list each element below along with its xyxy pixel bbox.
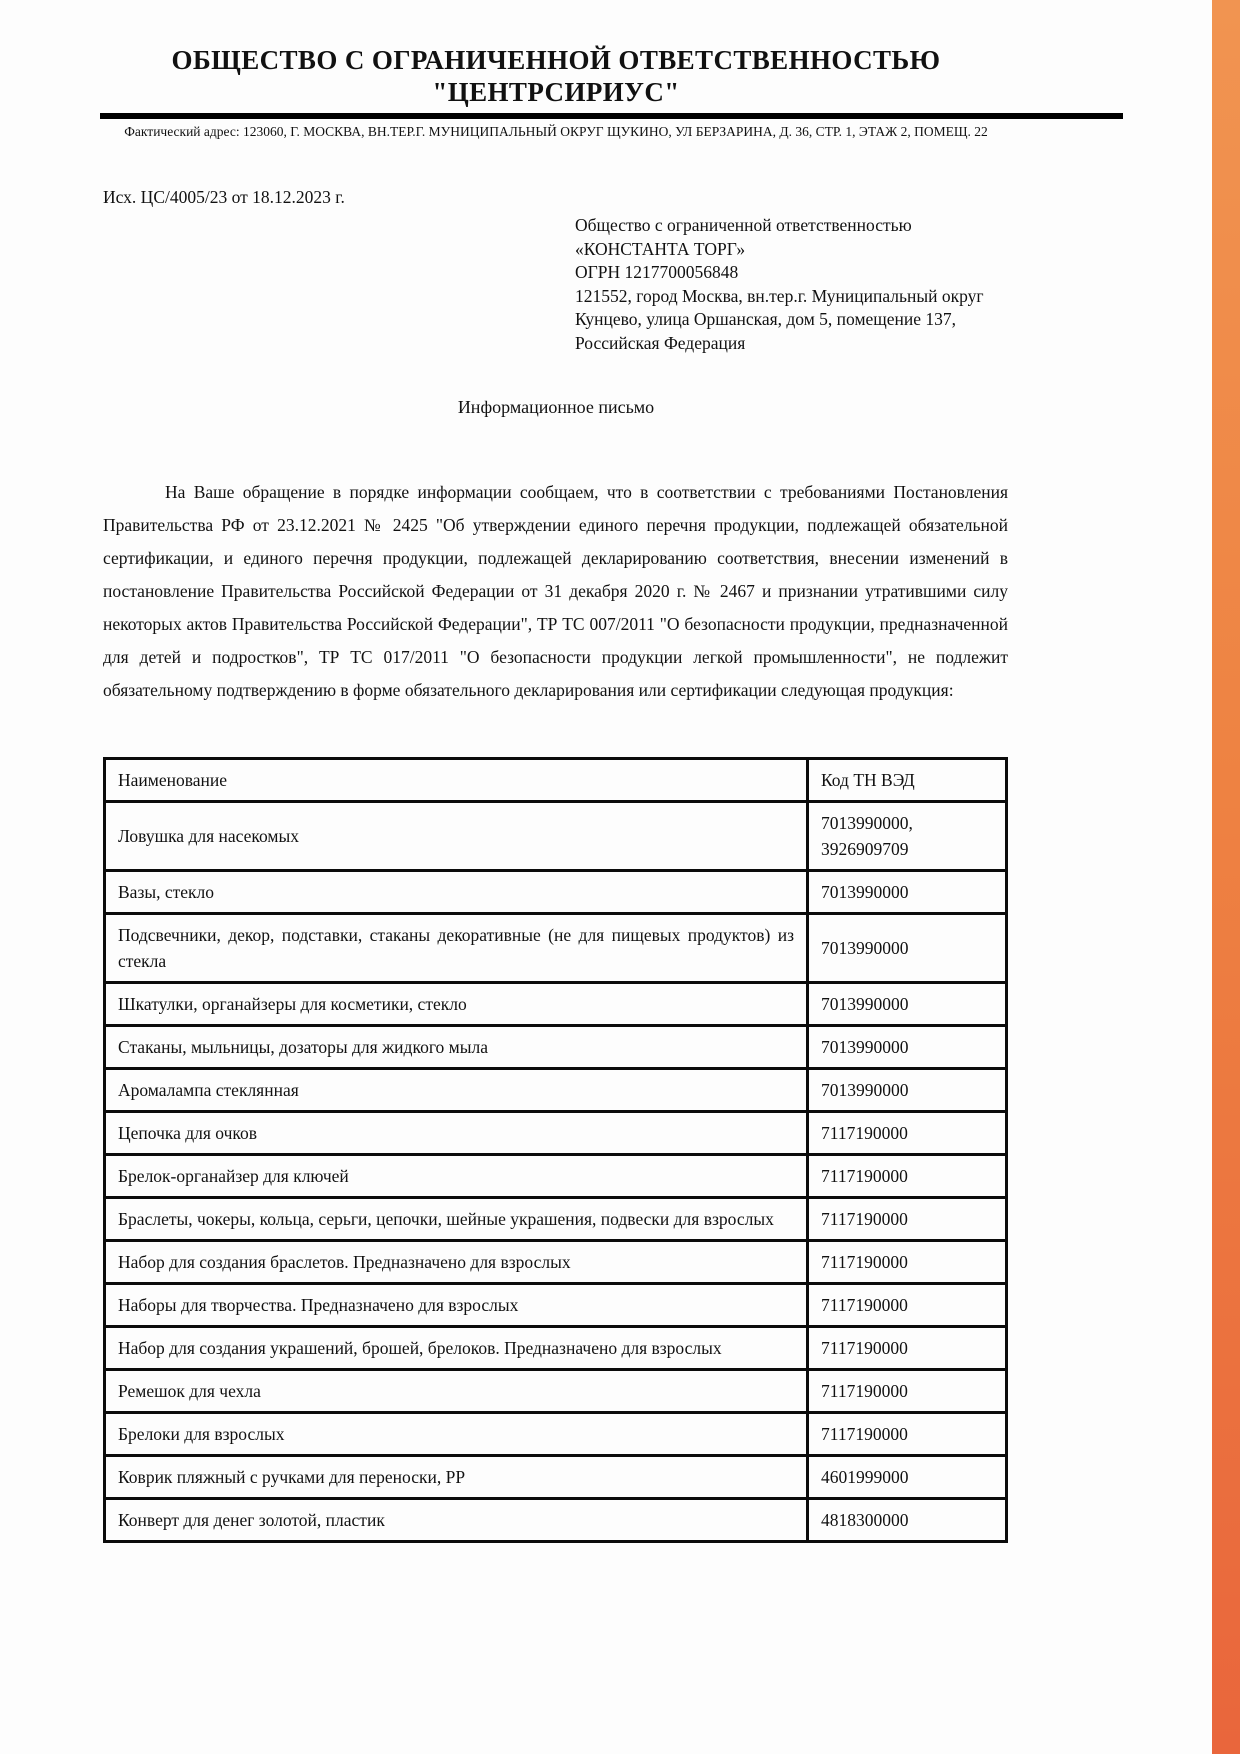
column-header-name: Наименование: [105, 759, 808, 802]
table-row: [105, 1198, 1007, 1241]
table-row: [105, 914, 1007, 983]
tnved-code-cell: 7117190000: [808, 1327, 1007, 1370]
product-name-cell: Подсвечники, декор, подставки, стаканы декоративные (не для пищевых продуктов) из стекла: [105, 914, 808, 983]
tnved-code-cell: 7117190000: [808, 1112, 1007, 1155]
table-row: [105, 1112, 1007, 1155]
product-name-cell: Шкатулки, органайзеры для косметики, стекло: [105, 983, 808, 1026]
table-row: [105, 1499, 1007, 1542]
table-row: [105, 1026, 1007, 1069]
product-table: [103, 757, 1008, 1543]
table-row: [105, 802, 1007, 871]
letterhead: [100, 0, 1123, 141]
table-header-row: [105, 759, 1007, 802]
product-name-cell: Вазы, стекло: [105, 871, 808, 914]
tnved-code-cell: 7013990000: [808, 871, 1007, 914]
product-name-cell: Набор для создания украшений, брошей, брелоков. Предназначено для взрослых: [105, 1327, 808, 1370]
document-title: Информационное письмо: [457, 397, 655, 417]
tnved-code-cell: 7117190000: [808, 1413, 1007, 1456]
product-name-cell: Наборы для творчества. Предназначено для взрослых: [105, 1284, 808, 1327]
company-address: Фактический адрес: 123060, Г. МОСКВА, ВН.ТЕР.Г. МУНИЦИПАЛЬНЫЙ ОКРУГ ЩУКИНО, УЛ БЕРЗАРИНА, Д. 36, СТР. 1, ЭТАЖ 2, ПОМЕЩ. 22: [124, 124, 988, 139]
recipient-line: Кунцево, улица Оршанская, дом 5, помещение 137,: [575, 309, 957, 329]
table-row: [105, 1284, 1007, 1327]
product-name-cell: Коврик пляжный с ручками для переноски, PP: [105, 1456, 808, 1499]
tnved-code-cell: 7013990000, 3926909709: [808, 802, 1007, 871]
tnved-code-cell: 7117190000: [808, 1241, 1007, 1284]
recipient-block: [575, 214, 1027, 355]
product-name-cell: Брелок-органайзер для ключей: [105, 1155, 808, 1198]
product-name-cell: Стаканы, мыльницы, дозаторы для жидкого мыла: [105, 1026, 808, 1069]
company-name-line2: "ЦЕНТРСИРИУС": [432, 77, 680, 107]
table-row: [105, 1241, 1007, 1284]
tnved-code-cell: 7117190000: [808, 1284, 1007, 1327]
table-row: [105, 983, 1007, 1026]
letter-body: На Ваше обращение в порядке информации сообщаем, что в соответствии с требованиями Постановления Правительства РФ от 23.12.2021 № 2425 "Об утверждении единого перечня продукции, подлежащей обязательной сертификации, и единого перечня продукции, подлежащей декларированию соответствия, внесении изменений в постановление Правительства Российской Федерации от 31 декабря 2020 г. № 2467 и признании утратившими силу некоторых актов Правительства Российской Федерации", ТР ТС 007/2011 "О безопасности продукции, предназначенной для детей и подростков", ТР ТС 017/2011 "О безопасности продукции легкой промышленности", не подлежит обязательному подтверждению в форме обязательного декларирования или сертификации следующая продукция:: [103, 482, 1008, 700]
product-name-cell: Брелоки для взрослых: [105, 1413, 808, 1456]
recipient-line: Российская Федерация: [575, 332, 746, 353]
table-row: [105, 1155, 1007, 1198]
company-name: [100, 44, 1012, 108]
product-table-body: [105, 802, 1007, 1542]
tnved-code-cell: 7013990000: [808, 1069, 1007, 1112]
table-row: [105, 1327, 1007, 1370]
tnved-code-cell: 7117190000: [808, 1155, 1007, 1198]
product-name-cell: Аромалампа стеклянная: [105, 1069, 808, 1112]
company-name-line1: ОБЩЕСТВО С ОГРАНИЧЕННОЙ ОТВЕТСТВЕННОСТЬЮ: [171, 45, 941, 75]
recipient-line: Общество с ограниченной ответственностью: [575, 215, 912, 235]
product-name-cell: Ловушка для насекомых: [105, 802, 808, 871]
table-row: [105, 1069, 1007, 1112]
tnved-code-cell: 7117190000: [808, 1370, 1007, 1413]
tnved-code-cell: 4601999000: [808, 1456, 1007, 1499]
product-name-cell: Цепочка для очков: [105, 1112, 808, 1155]
recipient-line: ОГРН 1217700056848: [575, 262, 739, 282]
tnved-code-cell: 7013990000: [808, 983, 1007, 1026]
product-name-cell: Браслеты, чокеры, кольца, серьги, цепочки, шейные украшения, подвески для взрослых: [105, 1198, 808, 1241]
table-row: [105, 1456, 1007, 1499]
tnved-code-cell: 4818300000: [808, 1499, 1007, 1542]
product-name-cell: Ремешок для чехла: [105, 1370, 808, 1413]
tnved-code-cell: 7013990000: [808, 914, 1007, 983]
product-name-cell: Конверт для денег золотой, пластик: [105, 1499, 808, 1542]
column-header-code: Код ТН ВЭД: [808, 759, 1007, 802]
table-row: [105, 1370, 1007, 1413]
recipient-line: «КОНСТАНТА ТОРГ»: [575, 238, 746, 259]
tnved-code-cell: 7013990000: [808, 1026, 1007, 1069]
table-row: [105, 871, 1007, 914]
table-row: [105, 1413, 1007, 1456]
tnved-code-cell: 7117190000: [808, 1198, 1007, 1241]
recipient-line: 121552, город Москва, вн.тер.г. Муниципальный округ: [575, 285, 984, 306]
outgoing-reference: Исх. ЦС/4005/23 от 18.12.2023 г.: [103, 187, 345, 207]
product-name-cell: Набор для создания браслетов. Предназначено для взрослых: [105, 1241, 808, 1284]
accent-stripe: [1212, 0, 1240, 1754]
letterhead-divider: [100, 113, 1123, 119]
